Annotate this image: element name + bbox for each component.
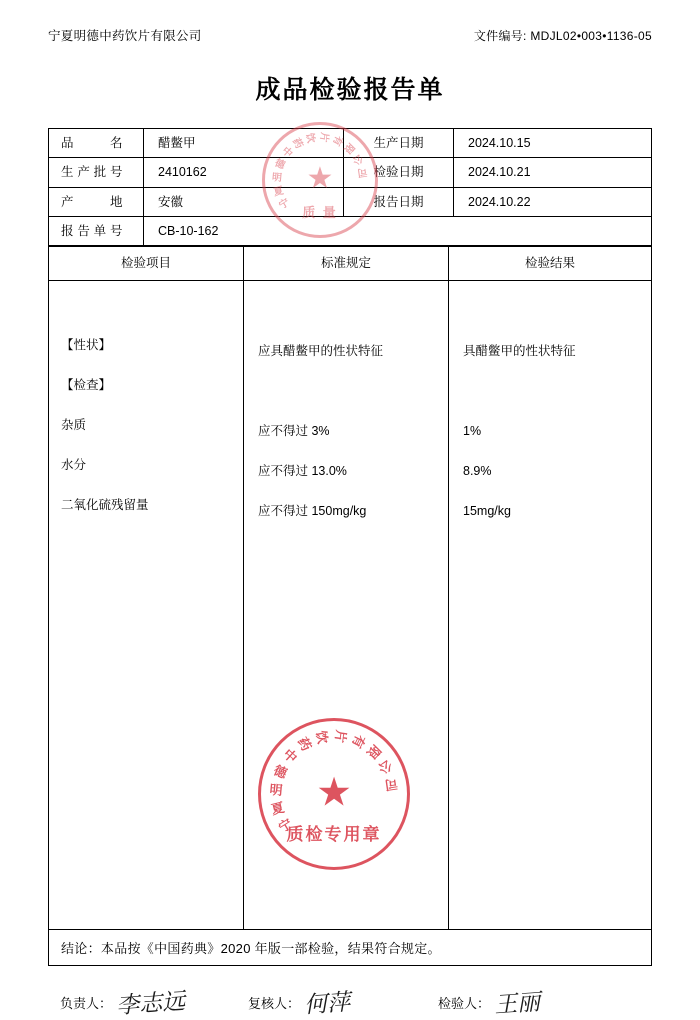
report-date-value-cell: [454, 187, 652, 216]
result-cell: [449, 331, 652, 371]
production-date-value: 2024.10.15: [468, 136, 531, 150]
item-cell: [49, 491, 244, 531]
product-name-label: 品 名: [61, 136, 123, 150]
stamp-arc-char: 药: [294, 734, 315, 754]
production-date-label: 生产日期: [373, 136, 424, 150]
table-row: [49, 491, 652, 531]
reviewer-label: 复核人：: [248, 995, 301, 1011]
stamp-arc-char: 公: [350, 151, 365, 166]
col-standard-header-cell: [244, 247, 449, 281]
batch-value-cell: [144, 158, 344, 187]
conclusion-cell: [49, 929, 652, 965]
conclusion-row: [49, 929, 652, 965]
standard-3: 应不得过 13.0%: [258, 463, 347, 478]
batch-value: 2410162: [158, 165, 207, 180]
col-result-header: 检验结果: [524, 256, 575, 271]
standard-cell: [244, 491, 449, 531]
result-4: 15mg/kg: [463, 503, 511, 518]
item-cell: [49, 451, 244, 491]
responsible-signature: [60, 985, 248, 1018]
item-cell: [49, 331, 244, 371]
col-item-header-cell: [49, 247, 244, 281]
item-cell: [49, 371, 244, 411]
table-row: [49, 411, 652, 451]
result-cell: [449, 371, 652, 411]
product-name-value: 醋鳖甲: [158, 136, 196, 150]
stamp-arc-char: 德: [272, 157, 287, 172]
filler-result-cell: [449, 531, 652, 929]
table-row: [49, 331, 652, 371]
stamp-arc-char: 明: [268, 781, 284, 798]
col-result-header-cell: [449, 247, 652, 281]
stamp-arc-char: 宁: [277, 197, 292, 212]
item-1: 【检查】: [61, 378, 112, 392]
stamp-arc-char: 明: [271, 172, 283, 185]
table-row: [49, 216, 652, 245]
stamp-arc-char: 德: [271, 762, 290, 782]
company-name: 宁夏明德中药饮片有限公司: [48, 29, 202, 43]
item-cell: [49, 281, 244, 332]
stamp-arc-char: 夏: [272, 185, 285, 199]
item-3: 水分: [61, 458, 87, 472]
document-number-label: 文件编号:: [473, 29, 527, 43]
filler-standard-cell: [244, 531, 449, 929]
item-cell: [49, 411, 244, 451]
stamp-arc-char: 有: [329, 133, 345, 148]
document-header: [48, 26, 652, 44]
report-no-value: CB-10-162: [158, 223, 219, 238]
result-1: [449, 385, 651, 397]
table-row: [49, 187, 652, 216]
reviewer-name: 何萍: [303, 988, 351, 1018]
report-no-label: 报告单号: [61, 223, 123, 238]
standard-cell: [244, 281, 449, 332]
batch-label-cell: [49, 158, 144, 187]
results-header-row: [49, 247, 652, 281]
standard-cell: [244, 331, 449, 371]
table-row: [49, 371, 652, 411]
inspect-date-value-cell: [454, 158, 652, 187]
stamp-arc-char: 片: [332, 728, 349, 744]
report-date-label-cell: [344, 187, 454, 216]
report-no-value-cell: [144, 216, 652, 245]
signature-row: [48, 966, 652, 1018]
standard-1: [244, 385, 448, 397]
responsible-name: 李志远: [115, 988, 186, 1018]
stamp-star-icon: ★: [306, 161, 334, 195]
standard-0: 应具醋鳖甲的性状特征: [258, 343, 384, 358]
page-title: 成品检验报告单: [255, 76, 445, 104]
inspector-signature: [438, 985, 544, 1018]
responsible-label: 负责人：: [60, 995, 113, 1011]
col-item-header: 检验项目: [120, 256, 171, 271]
inspect-date-value: 2024.10.21: [468, 165, 531, 180]
result-2: 1%: [463, 423, 482, 438]
table-row: [49, 129, 652, 158]
result-cell: [449, 491, 652, 531]
stamp-arc-char: 片: [317, 131, 330, 143]
stamp-arc-char: 夏: [269, 799, 286, 818]
stamp-arc-char: 饮: [303, 132, 317, 145]
stamp-arc-char: 限: [364, 742, 384, 762]
batch-label: 生产批号: [61, 165, 123, 180]
standard-cell: [244, 451, 449, 491]
inspect-date-label-cell: [344, 158, 454, 187]
standard-4: 应不得过 150mg/kg: [258, 503, 367, 518]
inspector-label: 检验人：: [438, 995, 491, 1011]
stamp-arc-char: 饮: [313, 729, 331, 746]
stamp-bottom-text-small: 质 量: [302, 205, 338, 220]
standard-2: 应不得过 3%: [258, 423, 330, 438]
stamp-arc-char: 司: [356, 165, 368, 178]
stamp-arc-char: 宁: [275, 815, 295, 836]
stamp-arc-char: 限: [341, 140, 357, 156]
stamp-arc-char: 中: [279, 145, 295, 161]
results-table: [48, 246, 652, 966]
result-cell: [449, 281, 652, 332]
result-cell: [449, 451, 652, 491]
product-name-value-cell: [144, 129, 344, 161]
report-no-label-cell: [49, 216, 144, 245]
production-date-value-cell: [454, 129, 652, 158]
stamp-bottom-text: 质检专用章: [286, 825, 382, 844]
origin-label-cell: [49, 187, 144, 216]
item-2: 杂质: [61, 418, 87, 432]
standard-cell: [244, 411, 449, 451]
report-table: [48, 128, 652, 246]
report-date-label: 报告日期: [373, 194, 424, 209]
document-number-value: MDJL02•003•1136-05: [530, 29, 652, 43]
origin-value-cell: [144, 187, 344, 216]
item-4: 二氧化硫残留量: [61, 498, 149, 512]
stamp-arc-char: 中: [280, 746, 301, 766]
table-row: [49, 158, 652, 187]
inspect-date-label: 检验日期: [373, 165, 424, 180]
report-date-value: 2024.10.22: [468, 194, 531, 209]
stamp-star-icon: ★: [316, 769, 352, 815]
stamp-arc-char: 药: [289, 136, 305, 151]
stamp-arc-char: 公: [376, 757, 395, 777]
table-row: [49, 451, 652, 491]
origin-value: 安徽: [158, 194, 184, 209]
table-row: [49, 281, 652, 332]
production-date-label-cell: [344, 129, 454, 158]
result-3: 8.9%: [463, 463, 492, 478]
inspector-name: 王丽: [493, 988, 541, 1018]
document-number: [474, 27, 652, 44]
origin-label: 产 地: [61, 194, 123, 209]
filler-item-cell: [49, 531, 244, 929]
standard-cell: [244, 371, 449, 411]
item-0: 【性状】: [61, 338, 112, 352]
result-cell: [449, 411, 652, 451]
conclusion-text: 结论：本品按《中国药典》2020 年版一部检验，结果符合规定。: [61, 940, 441, 956]
result-0: 具醋鳖甲的性状特征: [463, 343, 576, 358]
reviewer-signature: [248, 985, 438, 1018]
stamp-arc-char: 司: [383, 776, 399, 793]
table-filler-row: [49, 531, 652, 929]
col-standard-header: 标准规定: [320, 256, 371, 271]
product-name-label-cell: [49, 129, 144, 158]
stamp-arc-char: 有: [348, 732, 369, 751]
